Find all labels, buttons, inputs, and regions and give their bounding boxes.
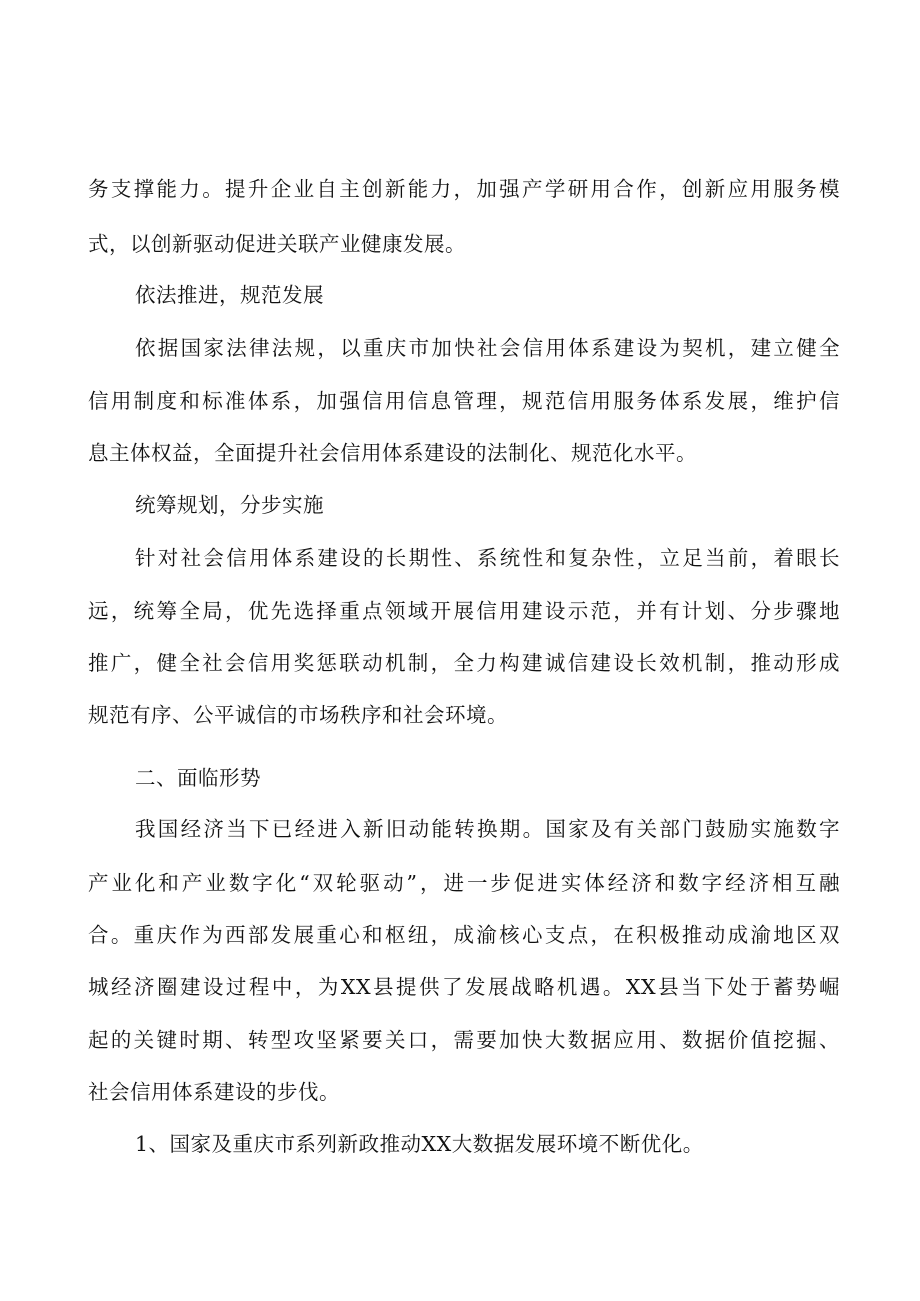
paragraph-line: 式，以创新驱动促进关联产业健康发展。 [88, 232, 466, 256]
paragraph-line: 息主体权益，全面提升社会信用体系建设的法制化、规范化水平。 [88, 441, 697, 465]
paragraph-line: 信用制度和标准体系，加强信用信息管理，规范信用服务体系发展，维护信 [88, 389, 840, 413]
section-heading: 依法推进，规范发展 [135, 283, 324, 307]
list-item-heading: 1、国家及重庆市系列新政推动XX大数据发展环境不断优化。 [135, 1132, 704, 1156]
paragraph-line: 城经济圈建设过程中，为XX县提供了发展战略机遇。XX县当下处于蓄势崛 [88, 975, 840, 999]
paragraph-line: 务支撑能力。提升企业自主创新能力，加强产学研用合作，创新应用服务模 [88, 177, 840, 201]
paragraph-line: 针对社会信用体系建设的长期性、系统性和复杂性，立足当前，着眼长 [135, 546, 840, 570]
paragraph-line: 远，统筹全局，优先选择重点领域开展信用建设示范，并有计划、分步骤地 [88, 599, 840, 623]
paragraph-line: 我国经济当下已经进入新旧动能转换期。国家及有关部门鼓励实施数字 [135, 817, 840, 841]
document-page [88, 0, 840, 1301]
paragraph-line: 规范有序、公平诚信的市场秩序和社会环境。 [88, 703, 508, 727]
paragraph-line: 依据国家法律法规，以重庆市加快社会信用体系建设为契机，建立健全 [135, 336, 840, 360]
chapter-heading: 二、面临形势 [135, 766, 261, 790]
section-heading: 统筹规划，分步实施 [135, 493, 324, 517]
paragraph-line: 推广，健全社会信用奖惩联动机制，全力构建诚信建设长效机制，推动形成 [88, 651, 840, 675]
paragraph-line: 产业化和产业数字化“双轮驱动”，进一步促进实体经济和数字经济相互融 [88, 871, 840, 895]
paragraph-line: 起的关键时期、转型攻坚紧要关口，需要加快大数据应用、数据价值挖掘、 [88, 1028, 840, 1052]
paragraph-line: 合。重庆作为西部发展重心和枢纽，成渝核心支点，在积极推动成渝地区双 [88, 923, 840, 947]
paragraph-line: 社会信用体系建设的步伐。 [88, 1080, 340, 1104]
